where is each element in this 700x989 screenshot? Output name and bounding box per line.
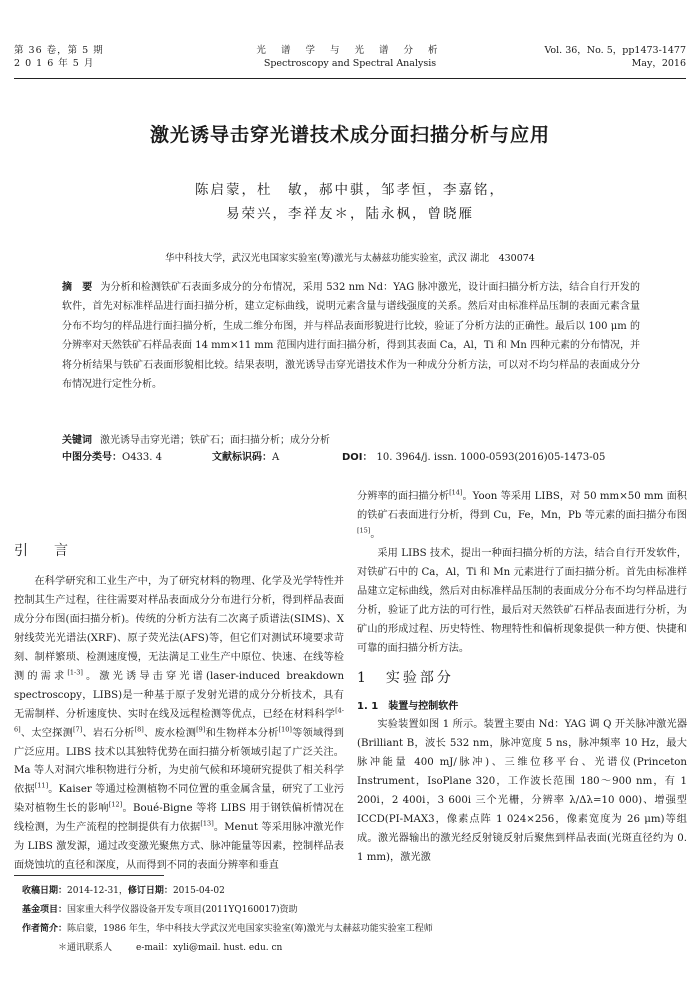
- citation[interactable]: [10]: [278, 725, 292, 734]
- citation[interactable]: [13]: [200, 819, 214, 828]
- corresponding-footnote: [22, 939, 686, 958]
- abstract: [62, 278, 640, 394]
- text-run: 。Boué-Bigne 等将 LIBS 用于钢铁偏析情况在线检测，为生产流程的控制提供有力依据: [14, 803, 344, 834]
- keywords-block: [62, 432, 640, 466]
- author-list: [0, 178, 700, 226]
- corresponding-label: ＊通讯联系人: [58, 943, 113, 953]
- text-run: 、废水检测: [143, 727, 197, 739]
- publication-date: 2 0 1 6 年 5 月: [14, 58, 95, 69]
- text-run: 在科学研究和工业生产中，为了研究材料的物理、化学及光学特性并控制其生产过程，往往需要对样品表面成分分布进行分析，得到样品表面成分分布图(面扫描分析)。传统的分析方法有二次离子质谱法(SIMS)、X 射线荧光光谱法(XRF)、原子荧光法(AFS)等，但它们对测试环境要求苛刻、制样繁琐、检测速度慢，无法满足工业生产中原位、快速、在线等检测的需求: [14, 575, 344, 682]
- text-run: 和生物样本分析: [205, 727, 279, 739]
- running-header: [14, 44, 686, 74]
- volume-issue: 第 36 卷，第 5 期: [14, 45, 104, 56]
- document-code: [212, 449, 342, 466]
- classification-row: [62, 449, 640, 466]
- citation[interactable]: [7]: [73, 725, 83, 734]
- section-title-experiment: 1 实验部分: [357, 669, 454, 686]
- volume-pages: Vol. 36，No. 5，pp1473-1477: [544, 45, 686, 56]
- citation[interactable]: [1-3]: [67, 668, 83, 677]
- text-run: 、太空探测: [20, 727, 74, 739]
- fund-footnote: [22, 901, 686, 920]
- footnotes: [22, 882, 686, 958]
- fund-label: 基金项目：: [22, 905, 68, 915]
- clc-number: [62, 449, 212, 466]
- header-divider: [14, 78, 686, 79]
- setup-paragraph: 实验装置如图 1 所示。装置主要由 Nd：YAG 调 Q 开关脉冲激光器(Brilliant B，波长 532 nm，脉冲宽度 5 ns，脉冲频率 10 Hz，最大脉冲能量 400 mJ/脉冲)、三维位移平台、光谱仪(Princeton Instrument，IsoPlane 320，工作波长范围 180～900 nm，有 1 200i，2 400i，3 600i 三个光栅，分辨率 λ/Δλ=10 000)、增强型 ICCD(PI-MAX3，像素点阵 1 024×256，像素宽度为 26 μm)等组成。激光器输出的激光经反射镜反射后聚焦到样品表面(光斑直径约为 0. 1 mm)，激光激: [357, 719, 687, 864]
- doi-value: 10. 3964/j. issn. 1000-0593(2016)05-1473-05: [376, 452, 606, 463]
- citation[interactable]: [11]: [34, 782, 49, 791]
- keywords-row: [62, 432, 640, 449]
- text-run: 等领域得到广泛应用。LIBS 技术以其独特优势在面扫描分析领域引起了广泛关注。Ma 等人对洞穴堆积物进行分析，为史前气候和环境研究提供了相关科学依据: [14, 727, 344, 796]
- fund-value: 国家重大科学仪器设备开发专项目(2011YQ160017)资助: [67, 905, 298, 915]
- subsection-title-setup: 1. 1 装置与控制软件: [357, 700, 459, 712]
- left-column: [14, 542, 344, 876]
- doc-code-value: A: [272, 452, 280, 463]
- received-date: 2014-12-31，: [67, 886, 128, 896]
- bio-label: 作者简介：: [22, 924, 68, 934]
- citation[interactable]: [9]: [196, 725, 206, 734]
- right-column: [357, 488, 687, 868]
- bio-footnote: [22, 920, 686, 939]
- revised-date: 2015-04-02: [172, 886, 225, 896]
- text-run: 。: [370, 528, 381, 540]
- doc-code-label: 文献标识码：: [212, 452, 272, 463]
- clc-label: 中图分类号：: [62, 452, 122, 463]
- abstract-label: 摘 要: [62, 282, 93, 293]
- clc-value: O433. 4: [122, 452, 163, 463]
- keywords-text: 激光诱导击穿光谱；铁矿石；面扫描分析；成分分析: [100, 435, 330, 446]
- journal-name-en: Spectroscopy and Spectral Analysis: [263, 58, 437, 69]
- authors-line-2: 易荣兴，李祥友＊，陆永枫，曾晓雁: [226, 206, 474, 222]
- section-title-introduction: 引 言: [14, 543, 74, 559]
- corresponding-email[interactable]: e-mail：xyli@mail. hust. edu. cn: [136, 943, 283, 953]
- text-run: 分辨率的面扫描分析: [357, 491, 450, 502]
- journal-name-cn: 光 谱 学 与 光 谱 分 析: [256, 45, 444, 56]
- dates-footnote: [22, 882, 686, 901]
- text-run: 。Yoon 等采用 LIBS，对 50 mm×50 mm 面积的铁矿石表面进行分析，得到 Cu，Fe，Mn，Pb 等元素的面扫描分布图: [357, 491, 687, 521]
- citation[interactable]: [14]: [449, 488, 463, 497]
- journal-pages-info: [544, 44, 686, 70]
- continued-paragraph: [357, 488, 687, 545]
- publication-month: May，2016: [631, 58, 686, 69]
- authors-line-1: 陈启蒙，杜 敏，郝中骐，邹孝恒，李嘉铭，: [195, 182, 505, 198]
- text-run: 。激光诱导击穿光谱(laser-induced breakdown spectroscopy，LIBS)是一种基于原子发射光谱的成分分析技术，具有无需制样、分析速度快、实时在线及远程检测等优点，已经在材料科学: [14, 670, 345, 720]
- paper-title: 激光诱导击穿光谱技术成分面扫描分析与应用: [149, 124, 550, 146]
- footnote-divider: [14, 875, 164, 876]
- method-summary-paragraph: 采用 LIBS 技术，提出一种面扫描分析的方法，结合自行开发软件，对铁矿石中的 Ca，Al，Ti 和 Mn 元素进行了面扫描分析。首先由标准样品建立定标曲线，然后对由标准样品压制的表面成分分布不均匀样品进行分析，验证了此方法的可行性，最后对天然铁矿石样品表面进行分析，为矿山的形成过程、历史特性、物理特性和偏析现象提供一种方便、快捷和可靠的面扫描分析方法。: [357, 547, 687, 654]
- doi-label: DOI：: [342, 452, 373, 463]
- citation[interactable]: [15]: [357, 526, 371, 535]
- introduction-paragraph: [14, 573, 344, 876]
- keywords-label: 关键词: [62, 435, 92, 446]
- citation[interactable]: [4-6]: [14, 706, 344, 734]
- doi: [342, 449, 605, 466]
- received-label: 收稿日期：: [22, 886, 68, 896]
- text-run: 。Menut 等采用脉冲激光作为 LIBS 激发源，通过改变激光聚焦方式、脉冲能量等因素，控制样品表面烧蚀坑的直径和深度，从而得到不同的表面分辨率和垂直: [14, 822, 345, 872]
- text-run: 。Kaiser 等通过检测植物不同位置的重金属含量，研究了工业污染对植物生长的影响: [14, 784, 345, 815]
- abstract-text: 为分析和检测铁矿石表面多成分的分布情况，采用 532 nm Nd：YAG 脉冲激光，设计面扫描分析方法，结合自行开发的软件，首先对标准样品进行面扫描分析，建立定标曲线，说明元素含量与谱线强度的关系。然后对由标准样品压制的表面元素含量分布不均匀的样品进行面扫描分析，生成二维分布图，并与样品表面形貌进行比较，验证了分析方法的正确性。最后以 100 μm 的分辨率对天然铁矿石样品表面 14 mm×11 mm 范围内进行面扫描分析，得到其表面 Ca，Al，Ti 和 Mn 四种元素的分布情况，并将分析结果与铁矿石表面形貌相比较。结果表明，激光诱导击穿光谱技术作为一种成分分析方法，可以对不均匀样品的表面成分分布情况进行定性分析。: [62, 282, 640, 391]
- bio-value: 陈启蒙，1986 年生，华中科技大学武汉光电国家实验室(筹)激光与太赫兹功能实验室工程师: [67, 924, 433, 934]
- citation[interactable]: [12]: [108, 801, 123, 809]
- revised-label: 修订日期：: [127, 886, 173, 896]
- text-run: 、岩石分析: [82, 727, 135, 739]
- affiliation: 华中科技大学，武汉光电国家实验室(筹)激光与太赫兹功能实验室，武汉 湖北 430074: [165, 253, 535, 264]
- citation[interactable]: [8]: [134, 725, 144, 734]
